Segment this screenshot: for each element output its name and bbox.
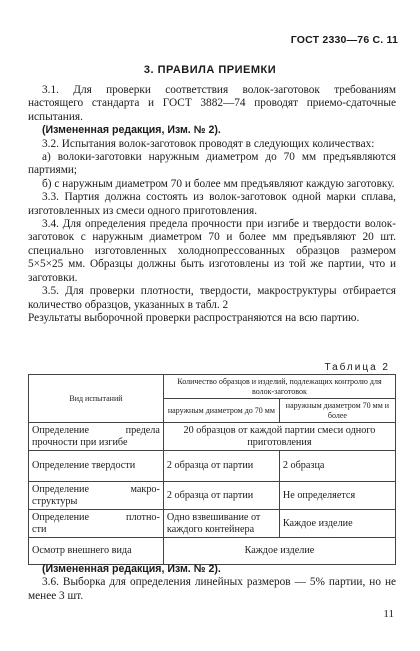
page-number: 11 [383,608,394,620]
paragraph-3-5: 3.5. Для проверки плотности, твердости, макроструктуры отбирается количество образцов, указанных в табл. 2 [28,285,396,311]
table-row [29,510,396,538]
row-value-under-70: Одно взвешивание от каждого контейнера [163,510,279,538]
results-paragraph: Результаты выборочной проверки распространяются на всю партию. [28,311,360,324]
section-title: 3. ПРАВИЛА ПРИЕМКИ [143,64,277,76]
table-caption: Таблица 2 [324,362,390,373]
row-name-part: сти [32,523,47,535]
standard-reference: ГОСТ 2330—76 С. 11 [290,34,398,46]
row-merged-value: Каждое изделие [163,538,395,565]
table-row [29,423,396,451]
row-name [29,510,164,538]
table-row [29,538,396,565]
row-name-part: плотно- [126,512,160,523]
row-value-over-70: 2 образца [279,451,395,482]
section-body [28,84,396,325]
paragraph-3-2-b: б) с наружным диаметром 70 и более мм предъявляют каждую заготовку. [42,177,395,190]
row-name-part: Определение [32,512,90,523]
row-value-over-70: Каждое изделие [279,510,395,538]
paragraph-3-3: 3.3. Партия должна состоять из волок-заготовок одной марки сплава, изготовленных из смеси одного приготовления. [28,191,396,217]
paragraph-3-2: 3.2. Испытания волок-заготовок проводят в следующих количествах: [42,137,375,150]
header-over-70: наружным диаметром 70 мм и более [279,399,395,423]
row-name-part: прочности при изгибе [32,436,128,448]
row-name [29,423,164,451]
paragraph-3-6: 3.6. Выборка для определения линейных размеров — 5% партии, но не менее 3 шт. [28,576,396,602]
table-row [29,482,396,510]
header-sample-count: Количество образцов и изделий, подлежащих контролю для волок-заготовок [163,375,395,399]
row-value-under-70: 2 образца от партии [163,482,279,510]
table-row [29,451,396,482]
row-name-part: макро- [130,484,160,495]
amendment-note [28,124,396,137]
paragraph-3-4: 3.4. Для определения предела прочности при изгибе и твердости волок-заготовок с наружным диаметром 70 и более мм предъявляют 20 шт. специально изготовленных холоднопрессованных образцов размером 5×5×25 мм. Образцы должны быть изготовлены из той же партии, что и заготовки. [28,218,396,284]
after-table-text [28,563,396,603]
row-name: Осмотр внешнего вида [29,538,164,565]
row-name-part: предела [125,425,160,436]
sampling-table [28,374,396,565]
header-test-type: Вид испытаний [29,375,164,423]
row-name-part: Определение [32,425,90,436]
amendment-note-text: (Измененная редакция, Изм. № 2). [42,124,221,137]
row-value-under-70: 2 образца от партии [163,451,279,482]
row-name-part: структуры [32,495,78,507]
row-value-over-70: Не определяется [279,482,395,510]
paragraph-3-1: 3.1. Для проверки соответствия волок-заготовок требованиям настоящего стандарта и ГОСТ 3882—74 проводят приемо-сдаточные испытания. [28,84,396,123]
row-merged-value: 20 образцов от каждой партии смеси одного приготовления [163,423,395,451]
amendment-note [28,563,396,576]
row-name [29,482,164,510]
table-header-row [29,375,396,399]
header-under-70: наружным диаметром до 70 мм [163,399,279,423]
row-name-part: Определение [32,484,90,495]
amendment-note-text: (Измененная редакция, Изм. № 2). [42,563,221,575]
paragraph-3-2-a: а) волоки-заготовки наружным диаметром до 70 мм предъявляются партиями; [28,151,396,177]
row-name: Определение твердости [29,451,164,482]
